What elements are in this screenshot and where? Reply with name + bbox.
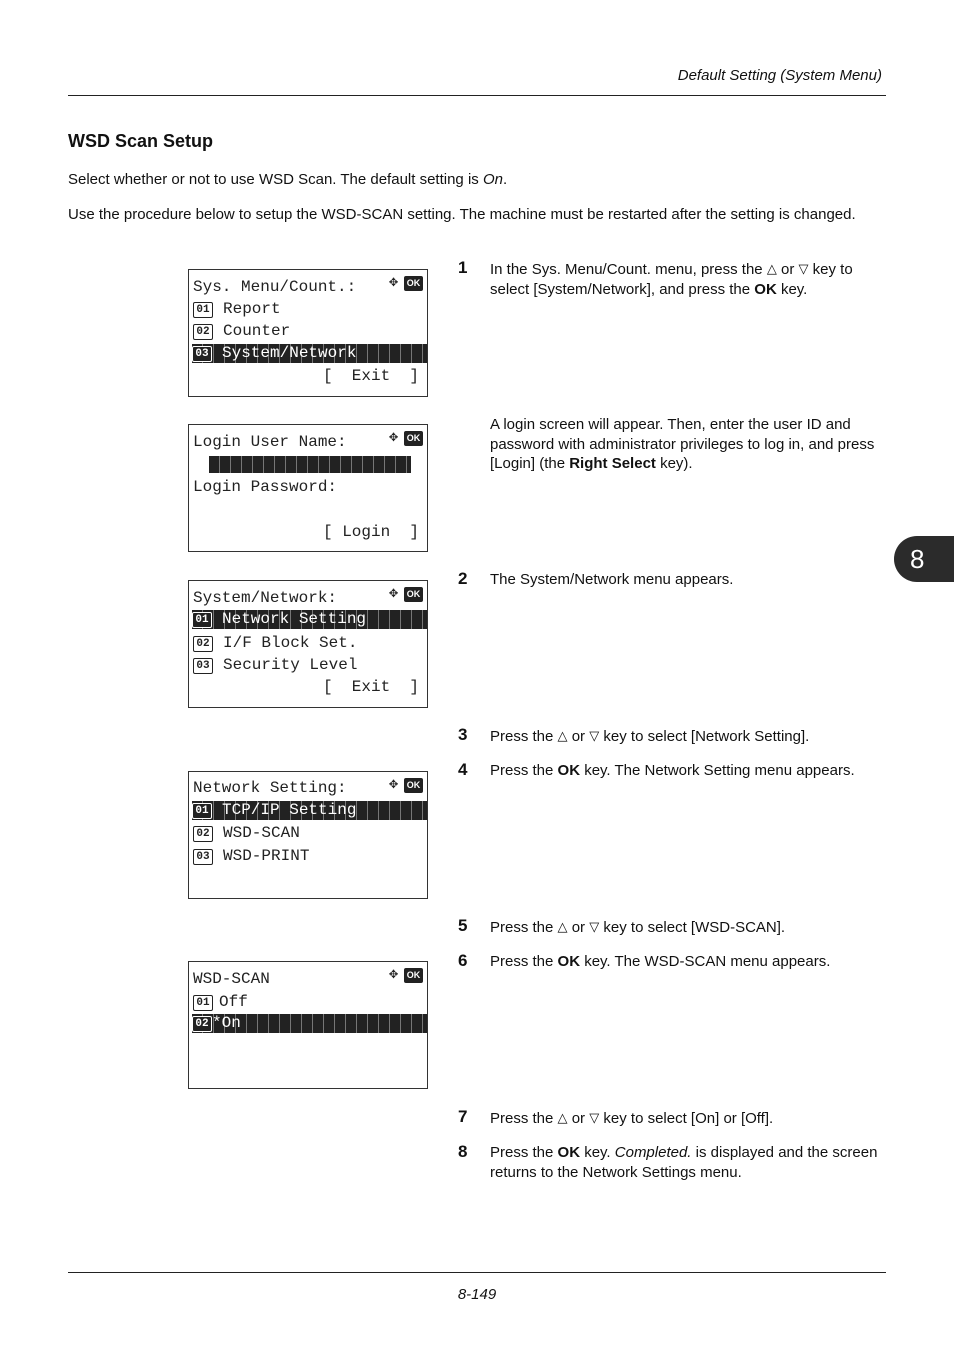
- up-triangle-icon: △: [557, 1110, 568, 1125]
- down-triangle-icon: ▽: [589, 919, 600, 934]
- up-triangle-icon: △: [557, 728, 568, 743]
- ok-icon: OK: [404, 276, 423, 291]
- lcd-login: [188, 424, 428, 552]
- step-6-text: Press the OK key. The WSD-SCAN menu appears.: [490, 953, 831, 970]
- running-header: Default Setting (System Menu): [677, 67, 882, 84]
- footer-rule: [68, 1272, 886, 1273]
- step-number: 5: [458, 916, 468, 935]
- up-triangle-icon: △: [766, 261, 777, 276]
- lcd-icons: [389, 777, 423, 793]
- menu-item: 01 Report: [193, 300, 427, 319]
- lcd-icons: [389, 275, 423, 291]
- step-number: 2: [458, 569, 468, 588]
- four-way-arrow-icon: ✥: [388, 429, 398, 446]
- lcd-wsd-scan: [188, 961, 428, 1089]
- lcd-title: Sys. Menu/Count.:: [193, 278, 357, 296]
- lcd-title: Network Setting:: [193, 779, 347, 797]
- lcd-system-network: [188, 580, 428, 708]
- step-5-text: Press the △ or ▽ key to select [WSD-SCAN].: [490, 919, 786, 936]
- intro-paragraph-1: Select whether or not to use WSD Scan. The default setting is On.: [68, 171, 508, 188]
- page-number: 8-149: [457, 1286, 497, 1303]
- menu-item: 02 I/F Block Set.: [193, 634, 427, 653]
- step-4-text: Press the OK key. The Network Setting menu appears.: [490, 762, 855, 779]
- up-triangle-icon: △: [557, 919, 568, 934]
- softkey-exit: [ Exit ]: [322, 367, 419, 385]
- step-number: 8: [458, 1142, 468, 1161]
- step-number: 4: [458, 760, 468, 779]
- login-password-label: Login Password:: [193, 478, 338, 496]
- four-way-arrow-icon: ✥: [388, 966, 398, 983]
- lcd-icons: [389, 967, 423, 983]
- intro-paragraph-2: Use the procedure below to setup the WSD-SCAN setting. The machine must be restarted after the setting is changed.: [68, 206, 856, 223]
- step-7-text: Press the △ or ▽ key to select [On] or [Off].: [490, 1110, 774, 1127]
- chapter-tab: 8: [894, 536, 954, 582]
- softkey-exit: [ Exit ]: [322, 678, 419, 696]
- menu-item-selected: 01 Network Setting: [192, 610, 427, 629]
- login-user-field: [209, 456, 411, 473]
- ok-icon: OK: [404, 431, 423, 446]
- down-triangle-icon: ▽: [798, 261, 809, 276]
- login-user-label: Login User Name:: [193, 433, 347, 451]
- step-1-note: A login screen will appear. Then, enter the user ID and password with administrator privileges to log in, and press [Login] (the Right Select key).: [490, 416, 875, 472]
- menu-item-selected: 01 TCP/IP Setting: [192, 801, 427, 820]
- step-2-text: The System/Network menu appears.: [490, 571, 734, 588]
- softkey-login: [ Login ]: [322, 523, 419, 541]
- lcd-title: WSD-SCAN: [193, 970, 270, 988]
- step-1-text: In the Sys. Menu/Count. menu, press the △ or ▽ key to select [System/Network], and press the OK key.: [490, 261, 853, 298]
- menu-item: 01 Off: [193, 993, 427, 1012]
- lcd-title: System/Network:: [193, 589, 338, 607]
- step-3-text: Press the △ or ▽ key to select [Network Setting].: [490, 728, 810, 745]
- step-number: 7: [458, 1107, 468, 1126]
- menu-item: 03 WSD-PRINT: [193, 847, 427, 866]
- four-way-arrow-icon: ✥: [388, 776, 398, 793]
- lcd-network-setting: [188, 771, 428, 899]
- step-number: 3: [458, 725, 468, 744]
- ok-icon: OK: [404, 778, 423, 793]
- header-rule: [68, 95, 886, 96]
- step-number: 6: [458, 951, 468, 970]
- step-number: 1: [458, 258, 468, 277]
- down-triangle-icon: ▽: [589, 728, 600, 743]
- menu-item-selected: 03 System/Network: [192, 344, 427, 363]
- lcd-sys-menu: [188, 269, 428, 397]
- down-triangle-icon: ▽: [589, 1110, 600, 1125]
- four-way-arrow-icon: ✥: [388, 585, 398, 602]
- lcd-icons: [389, 586, 423, 602]
- ok-icon: OK: [404, 968, 423, 983]
- menu-item: 02 Counter: [193, 322, 427, 341]
- four-way-arrow-icon: ✥: [388, 274, 398, 291]
- step-8-text: Press the OK key. Completed. is displayed and the screen returns to the Network Settings menu.: [490, 1144, 878, 1181]
- menu-item: 02 WSD-SCAN: [193, 824, 427, 843]
- lcd-icons: [389, 430, 423, 446]
- ok-icon: OK: [404, 587, 423, 602]
- menu-item: 03 Security Level: [193, 656, 427, 675]
- menu-item-selected: 02 *On: [192, 1014, 427, 1033]
- section-title: WSD Scan Setup: [68, 131, 214, 151]
